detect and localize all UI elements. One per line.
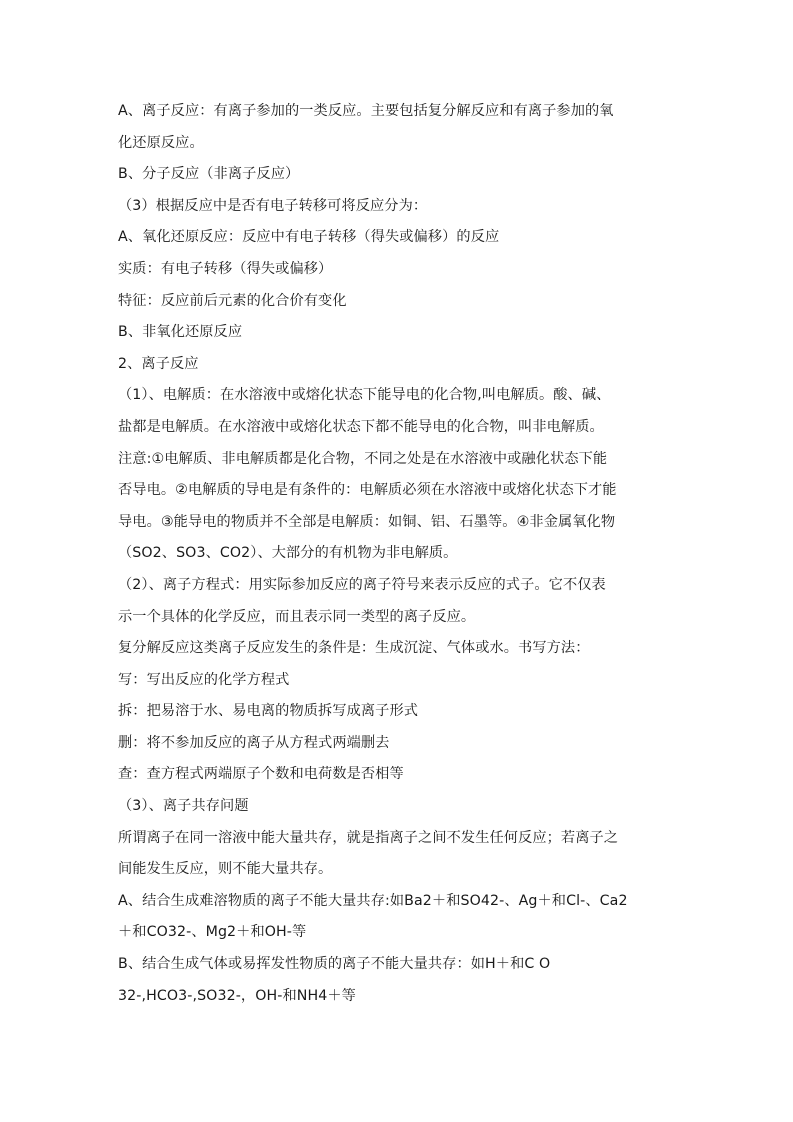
text-line: 所谓离子在同一溶液中能大量共存，就是指离子之间不发生任何反应；若离子之 <box>118 829 619 846</box>
text-line: 32-,HCO3-,SO32-，OH-和NH4＋等 <box>118 987 356 1004</box>
text-line: 否导电。②电解质的导电是有条件的：电解质必须在水溶液中或熔化状态下才能 <box>118 482 617 499</box>
text-line: （1）、电解质：在水溶液中或熔化状态下能导电的化合物,叫电解质。酸、碱、 <box>118 387 611 404</box>
text-line: 拆：把易溶于水、易电离的物质拆写成离子形式 <box>118 703 419 720</box>
text-line: A、结合生成难溶物质的离子不能大量共存:如Ba2＋和SO42-、Ag＋和Cl-、Ca2 <box>118 892 628 909</box>
document-body <box>118 96 678 1012</box>
text-line: （3）、离子共存问题 <box>118 798 249 815</box>
text-line: 实质：有电子转移（得失或偏移） <box>118 260 333 277</box>
text-line: （2）、离子方程式：用实际参加反应的离子符号来表示反应的式子。它不仅表 <box>118 576 606 593</box>
text-line: B、分子反应（非离子反应） <box>118 166 300 183</box>
text-line: A、氧化还原反应：反应中有电子转移（得失或偏移）的反应 <box>118 229 500 246</box>
text-line: 2、离子反应 <box>118 355 199 372</box>
text-line: 间能发生反应，则不能大量共存。 <box>118 861 333 878</box>
text-line: B、非氧化还原反应 <box>118 324 243 341</box>
text-line: 查：查方程式两端原子个数和电荷数是否相等 <box>118 766 404 783</box>
text-line: 删：将不参加反应的离子从方程式两端删去 <box>118 734 390 751</box>
text-line: 写：写出反应的化学方程式 <box>118 671 290 688</box>
text-line: B、结合生成气体或易挥发性物质的离子不能大量共存：如H＋和C O <box>118 956 551 973</box>
text-line: （SO2、SO3、CO2）、大部分的有机物为非电解质。 <box>118 545 458 562</box>
text-line: 导电。③能导电的物质并不全部是电解质：如铜、铝、石墨等。④非金属氧化物 <box>118 513 616 530</box>
text-line: ＋和CO32-、Mg2＋和OH-等 <box>118 924 307 941</box>
text-line: 示一个具体的化学反应，而且表示同一类型的离子反应。 <box>118 608 476 625</box>
text-line: A、离子反应：有离子参加的一类反应。主要包括复分解反应和有离子参加的氧 <box>118 103 614 119</box>
text-line: （3）根据反应中是否有电子转移可将反应分为： <box>118 197 428 214</box>
text-line: 特征：反应前后元素的化合价有变化 <box>118 292 347 309</box>
text-line: 盐都是电解质。在水溶液中或熔化状态下都不能导电的化合物，叫非电解质。 <box>118 418 604 435</box>
text-line: 化还原反应。 <box>118 134 204 151</box>
text-line: 注意:①电解质、非电解质都是化合物，不同之处是在水溶液中或融化状态下能 <box>118 450 608 467</box>
text-line: 复分解反应这类离子反应发生的条件是：生成沉淀、气体或水。书写方法： <box>118 640 590 657</box>
